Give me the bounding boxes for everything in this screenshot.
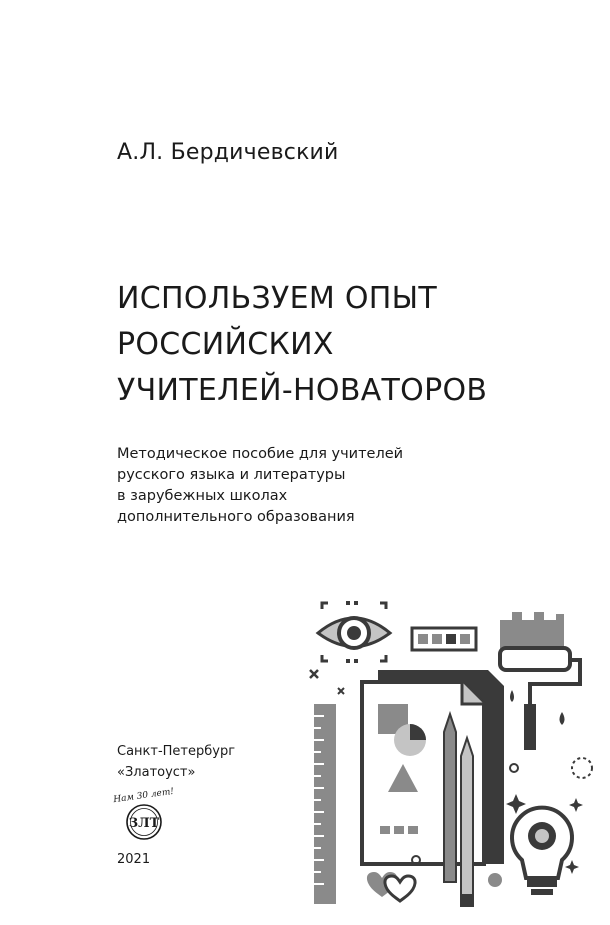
publisher-city: Санкт-Петербург <box>117 744 236 759</box>
color-palette-icon <box>412 628 476 650</box>
book-title <box>117 276 487 414</box>
heart-icon <box>367 872 415 901</box>
education-illustration <box>300 598 600 918</box>
author-name: А.Л. Бердичевский <box>117 140 339 165</box>
publisher-logo <box>112 784 175 844</box>
book-subtitle <box>117 444 403 528</box>
eye-icon <box>318 601 390 663</box>
subtitle-line: Методическое пособие для учителей <box>117 446 404 462</box>
publisher-name: «Златоуст» <box>117 765 196 780</box>
document-shapes-icon <box>362 670 504 864</box>
subtitle-line: русского языка и литературы <box>117 467 346 483</box>
title-line: ИСПОЛЬЗУЕМ ОПЫТ <box>117 281 438 316</box>
logo-banner-text: Нам 30 лет! <box>112 786 175 806</box>
lightbulb-gear-icon <box>512 808 572 895</box>
paint-roller-icon <box>500 612 580 750</box>
title-line: УЧИТЕЛЕЙ-НОВАТОРОВ <box>117 373 488 408</box>
publication-year: 2021 <box>117 852 151 867</box>
subtitle-line: в зарубежных школах <box>117 488 288 504</box>
subtitle-line: дополнительного образования <box>117 509 355 525</box>
ruler-icon <box>314 704 336 904</box>
logo-letters: ЗЛТ <box>128 816 160 831</box>
title-line: РОССИЙСКИХ <box>117 327 334 362</box>
